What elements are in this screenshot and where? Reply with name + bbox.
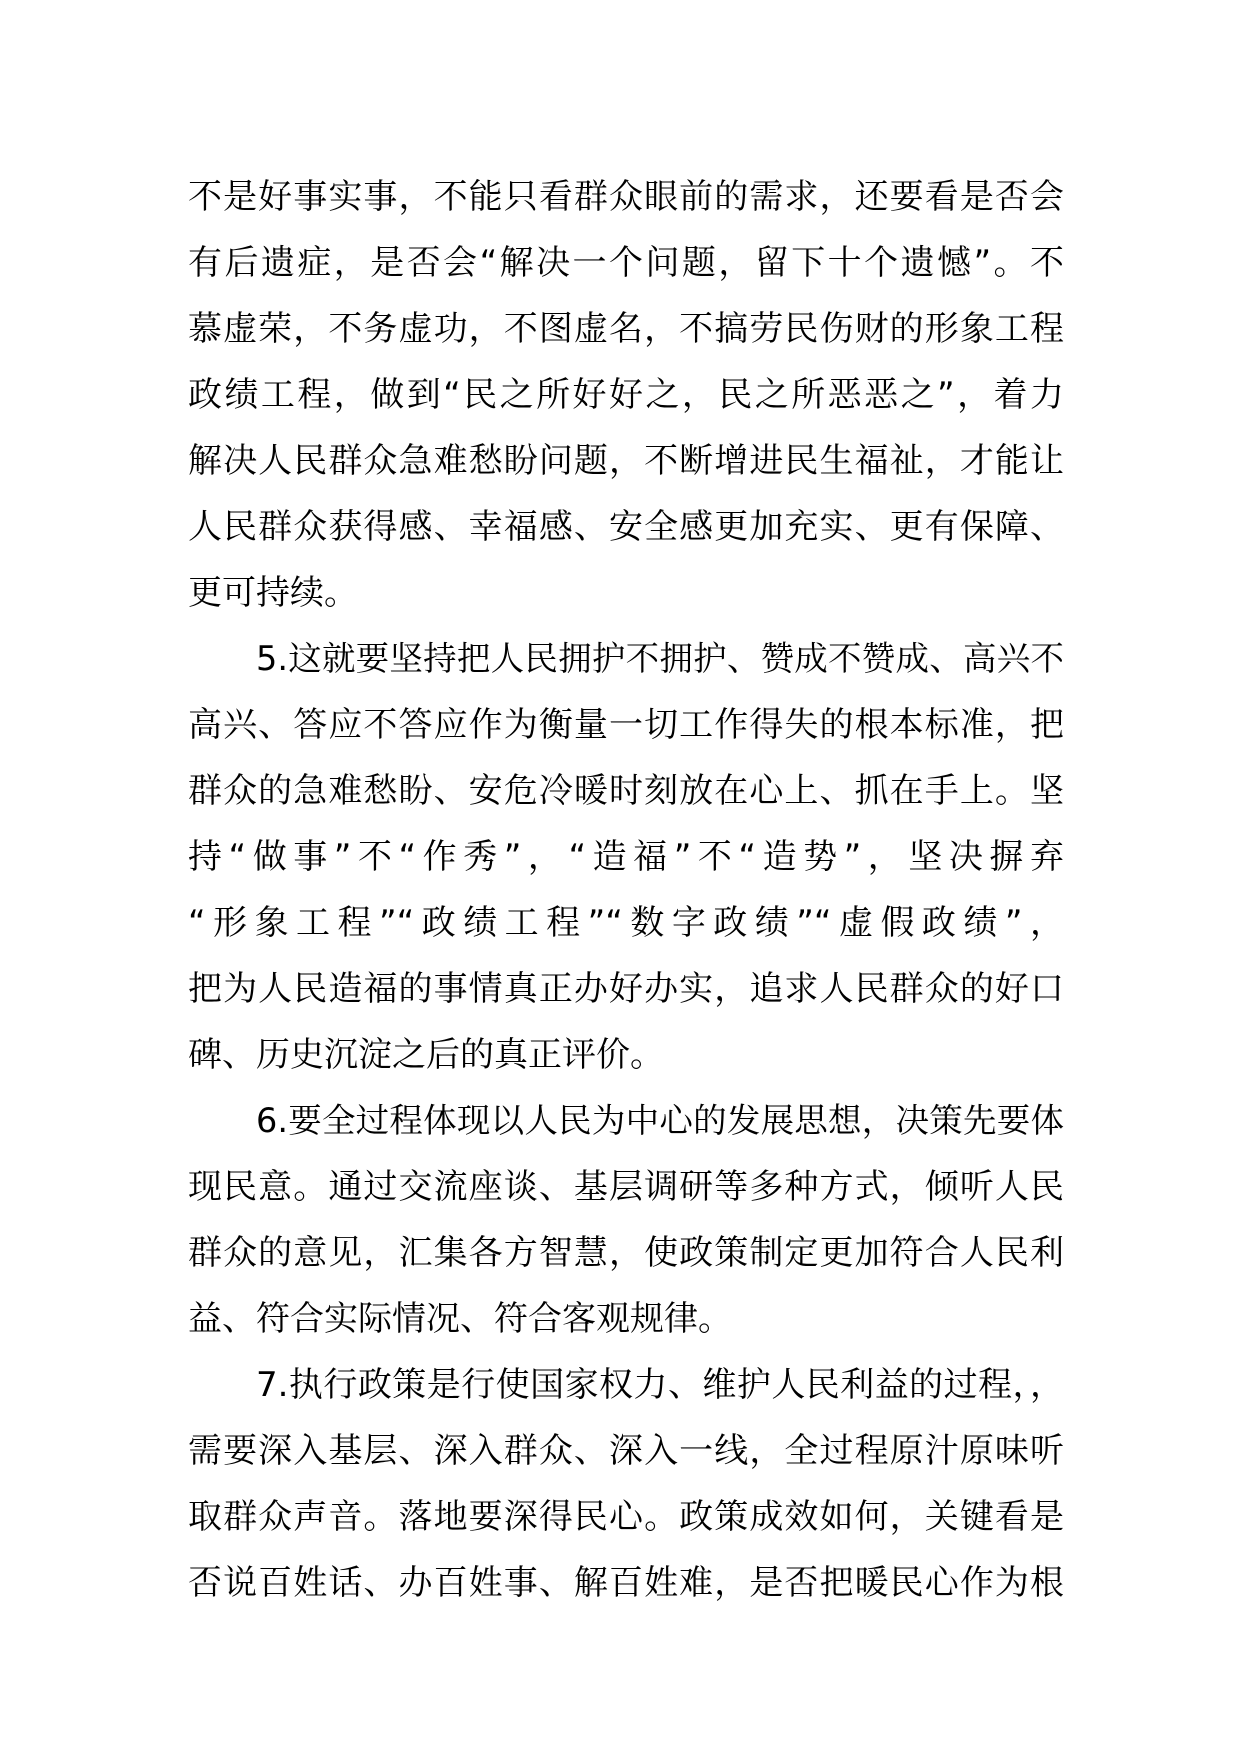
- text-line: 高兴、答应不答应作为衡量一切工作得失的根本标准，把: [188, 705, 1064, 745]
- text-line: “形象工程”“政绩工程”“数字政绩”“虚假政绩”，: [188, 903, 1064, 943]
- text-line: 把为人民造福的事情真正办好办实，追求人民群众的好口: [188, 969, 1064, 1009]
- text-line: 需要深入基层、深入群众、深入一线，全过程原汁原味听: [188, 1431, 1064, 1471]
- text-line: 有后遗症，是否会“解决一个问题，留下十个遗憾”。不: [188, 243, 1064, 283]
- text-line: 取群众声音。落地要深得民心。政策成效如何，关键看是: [188, 1497, 1064, 1537]
- text-line: 碑、历史沉淀之后的真正评价。: [188, 1035, 664, 1075]
- text-line: 持“做事”不“作秀”，“造福”不“造势”，坚决摒弃: [188, 837, 1064, 877]
- text-line: 更可持续。: [188, 573, 358, 613]
- text-line: 6.要全过程体现以人民为中心的发展思想，决策先要体: [256, 1101, 1064, 1140]
- text-line: 7.执行政策是行使国家权力、维护人民利益的过程，，: [256, 1365, 1064, 1405]
- text-line: 解决人民群众急难愁盼问题，不断增进民生福祉，才能让: [188, 441, 1064, 481]
- text-line: 群众的意见，汇集各方智慧，使政策制定更加符合人民利: [188, 1233, 1064, 1273]
- text-line: 慕虚荣，不务虚功，不图虚名，不搞劳民伤财的形象工程: [188, 309, 1064, 349]
- text-line: 5.这就要坚持把人民拥护不拥护、赞成不赞成、高兴不: [256, 639, 1064, 678]
- text-line: 人民群众获得感、幸福感、安全感更加充实、更有保障、: [188, 507, 1064, 547]
- text-line: 现民意。通过交流座谈、基层调研等多种方式，倾听人民: [188, 1167, 1064, 1207]
- text-line: 益、符合实际情况、符合客观规律。: [188, 1299, 732, 1339]
- text-line: 否说百姓话、办百姓事、解百姓难，是否把暖民心作为根: [188, 1563, 1064, 1603]
- text-line: 不是好事实事，不能只看群众眼前的需求，还要看是否会: [188, 177, 1064, 217]
- text-line: 群众的急难愁盼、安危冷暖时刻放在心上、抓在手上。坚: [188, 771, 1064, 811]
- text-line: 政绩工程，做到“民之所好好之，民之所恶恶之”，着力: [188, 375, 1064, 415]
- document-body: [188, 164, 1064, 1616]
